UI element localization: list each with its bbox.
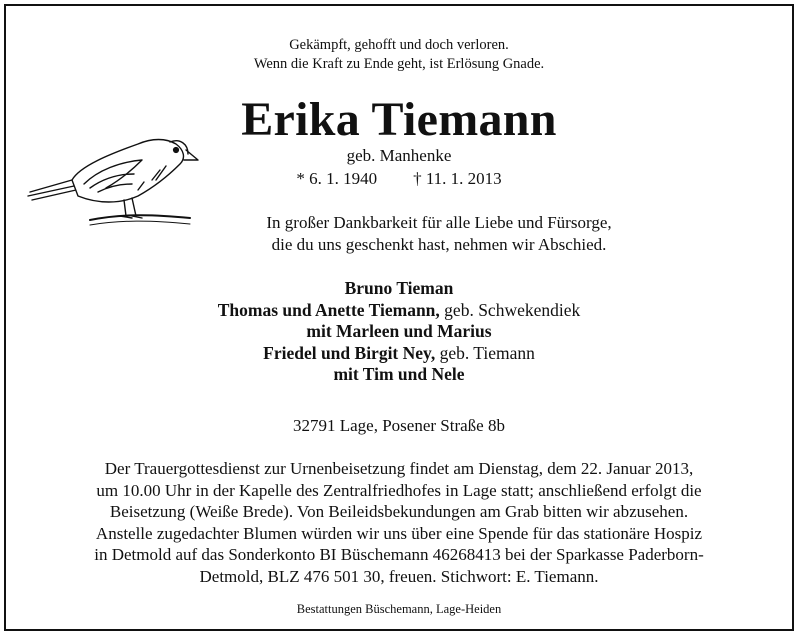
service-line: Detmold, BLZ 476 501 30, freuen. Stichwort: E. Tiemann. bbox=[199, 566, 599, 586]
thanks-text bbox=[46, 212, 800, 256]
family-note: geb. Schwekendiek bbox=[439, 299, 581, 320]
service-line: Beisetzung (Weiße Brede). Von Beileidsbekundungen am Grab bitten wir abzusehen. bbox=[109, 502, 689, 521]
address: 32791 Lage, Posener Straße 8b bbox=[293, 416, 505, 435]
maiden-name: geb. Manhenke bbox=[346, 146, 452, 165]
service-line: Anstelle zugedachter Blumen würden wir uns über eine Spende für das stationäre Hospiz bbox=[95, 523, 703, 543]
family-list bbox=[6, 278, 792, 386]
thanks-line-1: In großer Dankbarkeit für alle Liebe und Fürsorge, bbox=[266, 213, 612, 232]
family-names: Thomas und Anette Tiemann, bbox=[217, 299, 440, 320]
life-dates bbox=[6, 168, 792, 190]
motto-line-2: Wenn die Kraft zu Ende geht, ist Erlösung Gnade. bbox=[253, 56, 545, 72]
family-line bbox=[6, 321, 792, 343]
deceased-name: Erika Tiemann bbox=[241, 93, 557, 146]
family-names: mit Marleen und Marius bbox=[306, 321, 492, 341]
service-details bbox=[6, 458, 792, 587]
motto bbox=[6, 36, 792, 74]
funeral-home: Bestattungen Büschemann, Lage-Heiden bbox=[296, 602, 502, 616]
family-line bbox=[6, 278, 792, 300]
family-line bbox=[6, 364, 792, 386]
family-line bbox=[6, 343, 792, 365]
birth-date: * 6. 1. 1940 bbox=[296, 169, 378, 188]
obituary-notice bbox=[4, 4, 794, 631]
service-line: Der Trauergottesdienst zur Urnenbeisetzung findet am Dienstag, dem 22. Januar 2013, bbox=[104, 459, 694, 478]
service-line: um 10.00 Uhr in der Kapelle des Zentralfriedhofes in Lage statt; anschließend erfolgt die bbox=[96, 480, 702, 500]
family-line bbox=[6, 300, 792, 322]
family-note: geb. Tiemann bbox=[435, 342, 535, 363]
motto-line-1: Gekämpft, gehofft und doch verloren. bbox=[289, 37, 509, 53]
family-names: Friedel und Birgit Ney, bbox=[263, 342, 436, 363]
family-names: Bruno Tieman bbox=[344, 278, 454, 298]
family-names: mit Tim und Nele bbox=[333, 364, 465, 384]
service-line: in Detmold auf das Sonderkonto BI Büschemann 46268413 bei der Sparkasse Paderborn- bbox=[94, 545, 704, 564]
death-date: † 11. 1. 2013 bbox=[413, 169, 502, 188]
thanks-line-2: die du uns geschenkt hast, nehmen wir Abschied. bbox=[271, 235, 607, 254]
